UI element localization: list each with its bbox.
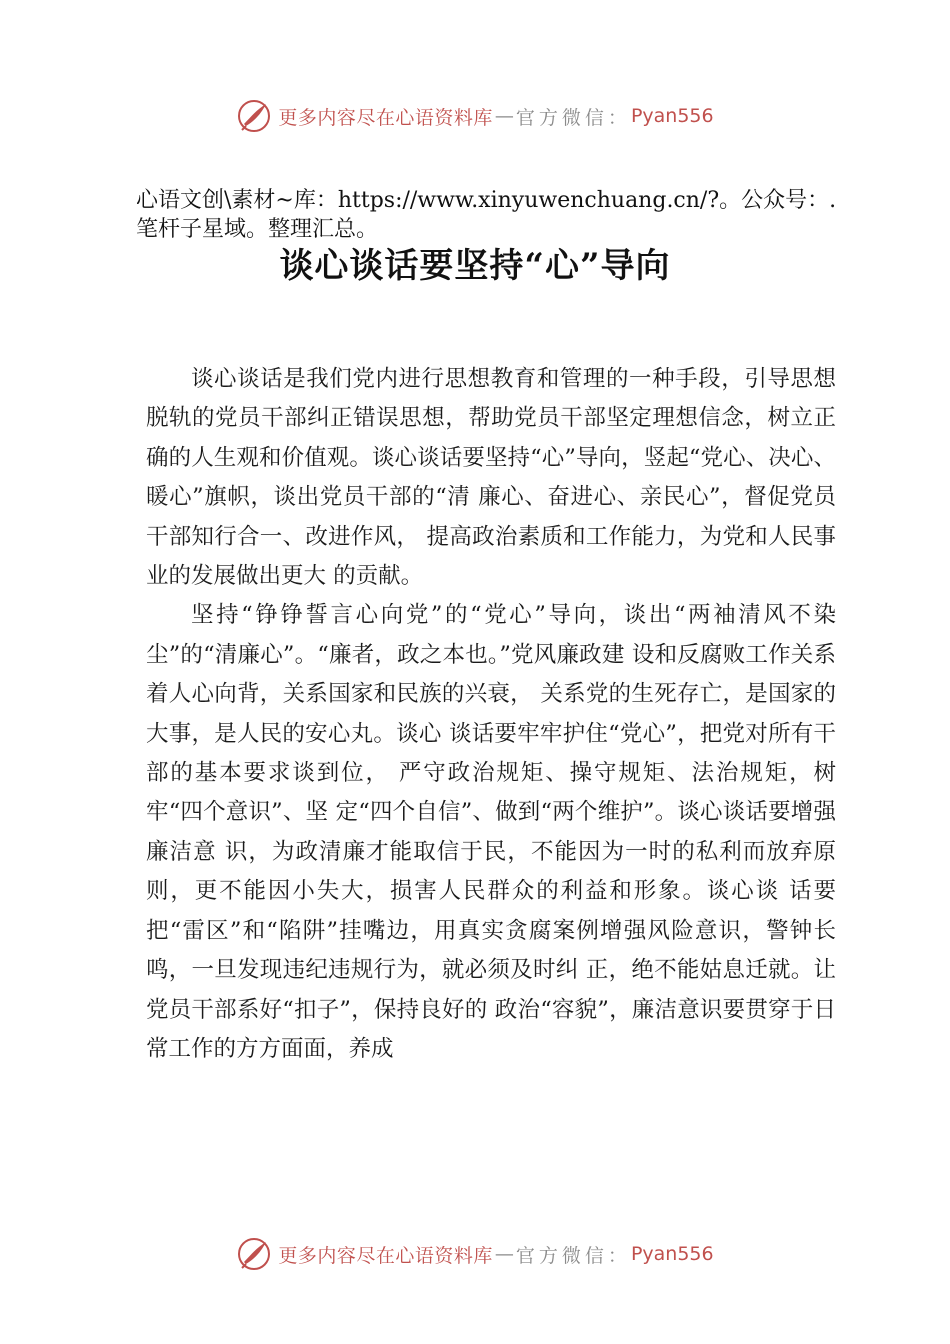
paragraph-1: 谈心谈话是我们党内进行思想教育和管理的一种手段，引导思想脱轨的党员干部纠正错误思想，帮助党员干部坚定理想信念，树立正确的人生观和价值观。谈心谈话要坚持“心”导向，竖起“党心、决心、暖心”旗帜，谈出党员干部的“清 廉心、奋进心、亲民心”，督促党员干部知行合一、改进作风， 提高政治素质和工作能力，为党和人民事业的发展做出更大 的贡献。 <box>146 366 836 590</box>
watermark-brand-text: 更多内容尽在心语资料库 <box>278 106 493 129</box>
watermark-separator: — <box>494 105 514 127</box>
quill-logo-icon <box>236 1236 272 1272</box>
watermark-separator: — <box>494 1243 514 1265</box>
document-title: 谈心谈话要坚持“心”导向 <box>279 246 671 286</box>
footer-watermark <box>0 1234 950 1274</box>
header-watermark <box>0 96 950 136</box>
watermark-wechat-id: Pyan556 <box>630 1243 714 1265</box>
source-note: 心语文创\素材~库：https://www.xinyuwenchuang.cn/?。公众号：.笔杆子星域。整理汇总。 <box>136 188 837 242</box>
watermark-wechat-label: 官方微信： <box>515 1244 631 1267</box>
paragraph-2: 坚持“铮铮誓言心向党”的“党心”导向，谈出“两袖清风不染尘”的“清廉心”。“廉者，政之本也。”党风廉政建 设和反腐败工作关系着人心向背，关系国家和民族的兴衰， 关系党的生死存亡，是国家的大事，是人民的安心丸。谈心 谈话要牢牢护住“党心”，把党对所有干部的基本要求谈到位， 严守政治规矩、操守规矩、法治规矩，树牢“四个意识”、坚 定“四个自信”、做到“两个维护”。谈心谈话要增强廉洁意 识，为政清廉才能取信于民，不能因为一时的私利而放弃原 则，更不能因小失大，损害人民群众的利益和形象。谈心谈 话要把“雷区”和“陷阱”挂嘴边，用真实贪腐案例增强风险意识，警钟长鸣，一旦发现违纪违规行为，就必须及时纠 正，绝不能姑息迁就。让党员干部系好“扣子”，保持良好的 政治“容貌”，廉洁意识要贯穿于日常工作的方方面面，养成 <box>146 602 836 1062</box>
document-body <box>146 360 836 1069</box>
watermark-wechat-id: Pyan556 <box>630 105 714 127</box>
watermark-brand-text: 更多内容尽在心语资料库 <box>278 1244 493 1267</box>
watermark-wechat-label: 官方微信： <box>515 106 631 129</box>
quill-logo-icon <box>236 98 272 134</box>
